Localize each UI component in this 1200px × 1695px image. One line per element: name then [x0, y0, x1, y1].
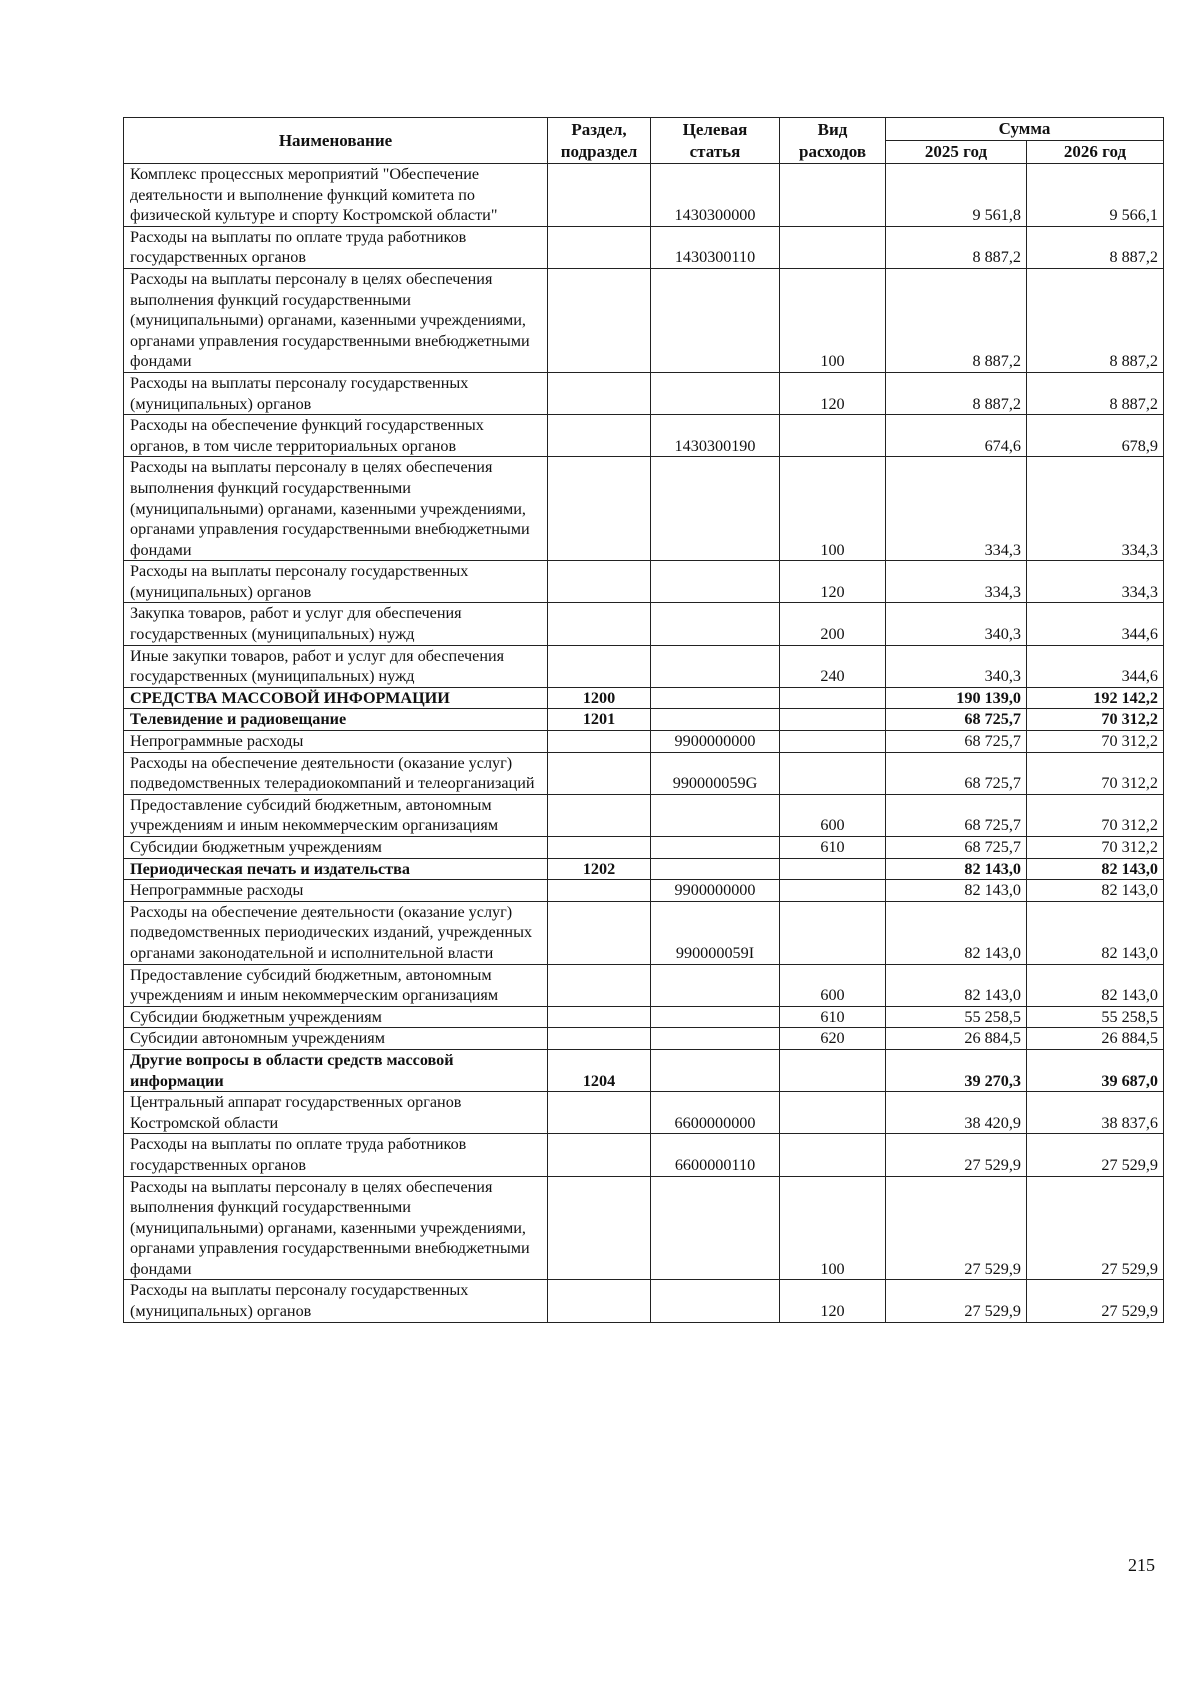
row-name-cell: Периодическая печать и издательства	[124, 858, 548, 880]
row-amount-2025-cell: 38 420,9	[886, 1092, 1027, 1134]
table-row	[124, 964, 1164, 1006]
table-row	[124, 901, 1164, 964]
row-expense-type-cell	[780, 226, 886, 268]
row-amount-2025-cell: 27 529,9	[886, 1176, 1027, 1280]
row-amount-2025-cell: 334,3	[886, 561, 1027, 603]
row-name-cell: Закупка товаров, работ и услуг для обеспечения государственных (муниципальных) нужд	[124, 603, 548, 645]
row-section-cell	[548, 372, 651, 414]
row-amount-2025-cell: 334,3	[886, 457, 1027, 561]
row-amount-2026-cell: 192 142,2	[1027, 687, 1164, 709]
row-amount-2025-cell: 39 270,3	[886, 1049, 1027, 1091]
row-name-cell: Расходы на выплаты по оплате труда работников государственных органов	[124, 226, 548, 268]
document-page	[123, 117, 1163, 1323]
table-row	[124, 752, 1164, 794]
table-row	[124, 1134, 1164, 1176]
table-row	[124, 457, 1164, 561]
row-expense-type-cell: 600	[780, 794, 886, 836]
row-section-cell	[548, 964, 651, 1006]
row-expense-type-cell	[780, 1049, 886, 1091]
row-name-cell: Расходы на выплаты персоналу в целях обеспечения выполнения функций государственными (муниципальными) органами, казенными учреждениями, органами управления государственными внебюджетными фондами	[124, 457, 548, 561]
row-name-cell: Расходы на выплаты персоналу в целях обеспечения выполнения функций государственными (муниципальными) органами, казенными учреждениями, органами управления государственными внебюджетными фондами	[124, 1176, 548, 1280]
row-name-cell: Предоставление субсидий бюджетным, автономным учреждениям и иным некоммерческим организациям	[124, 794, 548, 836]
header-year-2025: 2025 год	[886, 141, 1027, 164]
row-amount-2025-cell: 68 725,7	[886, 731, 1027, 753]
row-section-cell	[548, 1028, 651, 1050]
row-amount-2025-cell: 340,3	[886, 603, 1027, 645]
row-amount-2026-cell: 27 529,9	[1027, 1134, 1164, 1176]
row-name-cell: Другие вопросы в области средств массовой информации	[124, 1049, 548, 1091]
row-amount-2025-cell: 190 139,0	[886, 687, 1027, 709]
row-name-cell: Расходы на выплаты персоналу в целях обеспечения выполнения функций государственными (муниципальными) органами, казенными учреждениями, органами управления государственными внебюджетными фондами	[124, 268, 548, 372]
table-row	[124, 268, 1164, 372]
row-expense-type-cell: 610	[780, 1006, 886, 1028]
row-amount-2025-cell: 55 258,5	[886, 1006, 1027, 1028]
row-target-cell: 1430300190	[651, 415, 780, 457]
row-section-cell	[548, 603, 651, 645]
header-sum: Сумма	[886, 118, 1164, 141]
row-name-cell: СРЕДСТВА МАССОВОЙ ИНФОРМАЦИИ	[124, 687, 548, 709]
table-row	[124, 1280, 1164, 1322]
row-expense-type-cell	[780, 731, 886, 753]
row-target-cell	[651, 1049, 780, 1091]
row-expense-type-cell: 100	[780, 268, 886, 372]
row-section-cell	[548, 561, 651, 603]
row-expense-type-cell	[780, 687, 886, 709]
row-expense-type-cell	[780, 709, 886, 731]
table-row	[124, 837, 1164, 859]
row-amount-2026-cell: 82 143,0	[1027, 964, 1164, 1006]
row-target-cell: 1430300110	[651, 226, 780, 268]
row-name-cell: Иные закупки товаров, работ и услуг для обеспечения государственных (муниципальных) нужд	[124, 645, 548, 687]
table-row	[124, 226, 1164, 268]
row-amount-2025-cell: 9 561,8	[886, 164, 1027, 227]
row-amount-2026-cell: 27 529,9	[1027, 1280, 1164, 1322]
row-amount-2025-cell: 68 725,7	[886, 752, 1027, 794]
row-expense-type-cell	[780, 1134, 886, 1176]
page-number: 215	[1128, 1555, 1155, 1575]
row-name-cell: Расходы на обеспечение функций государственных органов, в том числе территориальных органов	[124, 415, 548, 457]
row-name-cell: Субсидии автономным учреждениям	[124, 1028, 548, 1050]
row-amount-2025-cell: 82 143,0	[886, 901, 1027, 964]
row-amount-2026-cell: 334,3	[1027, 561, 1164, 603]
row-target-cell	[651, 603, 780, 645]
table-row	[124, 794, 1164, 836]
row-name-cell: Расходы на выплаты персоналу государственных (муниципальных) органов	[124, 561, 548, 603]
row-expense-type-cell	[780, 1092, 886, 1134]
row-amount-2026-cell: 9 566,1	[1027, 164, 1164, 227]
row-expense-type-cell: 120	[780, 561, 886, 603]
row-amount-2026-cell: 26 884,5	[1027, 1028, 1164, 1050]
row-name-cell: Предоставление субсидий бюджетным, автономным учреждениям и иным некоммерческим организациям	[124, 964, 548, 1006]
row-amount-2026-cell: 678,9	[1027, 415, 1164, 457]
row-amount-2026-cell: 8 887,2	[1027, 372, 1164, 414]
row-amount-2025-cell: 82 143,0	[886, 858, 1027, 880]
row-target-cell	[651, 1006, 780, 1028]
table-row	[124, 645, 1164, 687]
row-section-cell	[548, 1134, 651, 1176]
row-amount-2025-cell: 82 143,0	[886, 880, 1027, 902]
row-target-cell	[651, 1028, 780, 1050]
row-target-cell	[651, 687, 780, 709]
row-section-cell	[548, 1176, 651, 1280]
row-target-cell: 990000059I	[651, 901, 780, 964]
table-row	[124, 858, 1164, 880]
row-name-cell: Субсидии бюджетным учреждениям	[124, 1006, 548, 1028]
table-row	[124, 561, 1164, 603]
row-amount-2025-cell: 27 529,9	[886, 1134, 1027, 1176]
row-target-cell: 1430300000	[651, 164, 780, 227]
row-section-cell	[548, 731, 651, 753]
row-section-cell	[548, 794, 651, 836]
table-row	[124, 415, 1164, 457]
row-expense-type-cell: 200	[780, 603, 886, 645]
row-section-cell	[548, 1006, 651, 1028]
row-section-cell	[548, 1280, 651, 1322]
row-target-cell: 990000059G	[651, 752, 780, 794]
row-amount-2025-cell: 26 884,5	[886, 1028, 1027, 1050]
table-row	[124, 1049, 1164, 1091]
row-amount-2026-cell: 70 312,2	[1027, 837, 1164, 859]
row-section-cell	[548, 901, 651, 964]
row-name-cell: Телевидение и радиовещание	[124, 709, 548, 731]
row-section-cell	[548, 457, 651, 561]
row-section-cell	[548, 752, 651, 794]
row-section-cell	[548, 1092, 651, 1134]
row-amount-2026-cell: 55 258,5	[1027, 1006, 1164, 1028]
row-section-cell: 1200	[548, 687, 651, 709]
table-row	[124, 731, 1164, 753]
row-target-cell	[651, 1176, 780, 1280]
row-expense-type-cell	[780, 901, 886, 964]
table-row	[124, 709, 1164, 731]
row-amount-2026-cell: 8 887,2	[1027, 268, 1164, 372]
row-name-cell: Центральный аппарат государственных органов Костромской области	[124, 1092, 548, 1134]
row-amount-2026-cell: 82 143,0	[1027, 901, 1164, 964]
table-header	[124, 118, 1164, 164]
header-expense-type: Вид расходов	[780, 118, 886, 164]
table-row	[124, 1092, 1164, 1134]
row-amount-2025-cell: 68 725,7	[886, 837, 1027, 859]
row-amount-2025-cell: 8 887,2	[886, 226, 1027, 268]
row-amount-2026-cell: 82 143,0	[1027, 880, 1164, 902]
row-expense-type-cell: 600	[780, 964, 886, 1006]
table-row	[124, 372, 1164, 414]
row-section-cell: 1204	[548, 1049, 651, 1091]
row-section-cell	[548, 415, 651, 457]
row-amount-2026-cell: 70 312,2	[1027, 794, 1164, 836]
row-amount-2026-cell: 344,6	[1027, 645, 1164, 687]
row-amount-2026-cell: 70 312,2	[1027, 731, 1164, 753]
row-amount-2025-cell: 8 887,2	[886, 268, 1027, 372]
row-amount-2026-cell: 334,3	[1027, 457, 1164, 561]
row-expense-type-cell: 100	[780, 457, 886, 561]
header-year-2026: 2026 год	[1027, 141, 1164, 164]
table-row	[124, 603, 1164, 645]
row-amount-2025-cell: 674,6	[886, 415, 1027, 457]
row-expense-type-cell: 610	[780, 837, 886, 859]
row-amount-2026-cell: 38 837,6	[1027, 1092, 1164, 1134]
row-amount-2025-cell: 68 725,7	[886, 794, 1027, 836]
header-target: Целевая статья	[651, 118, 780, 164]
row-target-cell	[651, 561, 780, 603]
row-amount-2025-cell: 82 143,0	[886, 964, 1027, 1006]
row-target-cell	[651, 794, 780, 836]
row-name-cell: Расходы на обеспечение деятельности (оказание услуг) подведомственных периодических изданий, учрежденных органами законодательной и исполнительной власти	[124, 901, 548, 964]
row-name-cell: Непрограммные расходы	[124, 880, 548, 902]
table-row	[124, 1028, 1164, 1050]
row-target-cell	[651, 372, 780, 414]
row-target-cell	[651, 837, 780, 859]
row-expense-type-cell	[780, 164, 886, 227]
row-amount-2025-cell: 340,3	[886, 645, 1027, 687]
row-target-cell: 6600000110	[651, 1134, 780, 1176]
header-section: Раздел, подраздел	[548, 118, 651, 164]
row-section-cell	[548, 880, 651, 902]
row-amount-2026-cell: 8 887,2	[1027, 226, 1164, 268]
row-expense-type-cell: 620	[780, 1028, 886, 1050]
row-expense-type-cell: 120	[780, 1280, 886, 1322]
row-name-cell: Комплекс процессных мероприятий "Обеспечение деятельности и выполнение функций комитета по физической культуре и спорту Костромской области"	[124, 164, 548, 227]
row-target-cell: 6600000000	[651, 1092, 780, 1134]
row-name-cell: Расходы на обеспечение деятельности (оказание услуг) подведомственных телерадиокомпаний и телеорганизаций	[124, 752, 548, 794]
row-amount-2025-cell: 68 725,7	[886, 709, 1027, 731]
row-expense-type-cell: 240	[780, 645, 886, 687]
row-amount-2026-cell: 82 143,0	[1027, 858, 1164, 880]
row-target-cell	[651, 964, 780, 1006]
row-amount-2026-cell: 70 312,2	[1027, 709, 1164, 731]
row-amount-2026-cell: 27 529,9	[1027, 1176, 1164, 1280]
table-body	[124, 164, 1164, 1323]
budget-table	[123, 117, 1164, 1323]
row-target-cell	[651, 1280, 780, 1322]
row-target-cell	[651, 645, 780, 687]
row-expense-type-cell	[780, 880, 886, 902]
table-row	[124, 1176, 1164, 1280]
row-amount-2026-cell: 70 312,2	[1027, 752, 1164, 794]
row-section-cell: 1202	[548, 858, 651, 880]
row-name-cell: Расходы на выплаты персоналу государственных (муниципальных) органов	[124, 372, 548, 414]
row-target-cell: 9900000000	[651, 731, 780, 753]
row-section-cell	[548, 837, 651, 859]
row-name-cell: Расходы на выплаты по оплате труда работников государственных органов	[124, 1134, 548, 1176]
table-row	[124, 1006, 1164, 1028]
row-target-cell	[651, 709, 780, 731]
row-section-cell	[548, 226, 651, 268]
row-section-cell	[548, 268, 651, 372]
row-amount-2025-cell: 8 887,2	[886, 372, 1027, 414]
row-expense-type-cell: 100	[780, 1176, 886, 1280]
row-name-cell: Субсидии бюджетным учреждениям	[124, 837, 548, 859]
row-amount-2025-cell: 27 529,9	[886, 1280, 1027, 1322]
row-amount-2026-cell: 344,6	[1027, 603, 1164, 645]
table-row	[124, 880, 1164, 902]
row-target-cell: 9900000000	[651, 880, 780, 902]
table-row	[124, 164, 1164, 227]
row-expense-type-cell	[780, 858, 886, 880]
row-section-cell	[548, 164, 651, 227]
row-target-cell	[651, 457, 780, 561]
row-name-cell: Непрограммные расходы	[124, 731, 548, 753]
table-row	[124, 687, 1164, 709]
row-target-cell	[651, 858, 780, 880]
row-amount-2026-cell: 39 687,0	[1027, 1049, 1164, 1091]
row-name-cell: Расходы на выплаты персоналу государственных (муниципальных) органов	[124, 1280, 548, 1322]
row-section-cell: 1201	[548, 709, 651, 731]
header-name: Наименование	[124, 118, 548, 164]
row-target-cell	[651, 268, 780, 372]
row-section-cell	[548, 645, 651, 687]
row-expense-type-cell	[780, 415, 886, 457]
row-expense-type-cell: 120	[780, 372, 886, 414]
row-expense-type-cell	[780, 752, 886, 794]
